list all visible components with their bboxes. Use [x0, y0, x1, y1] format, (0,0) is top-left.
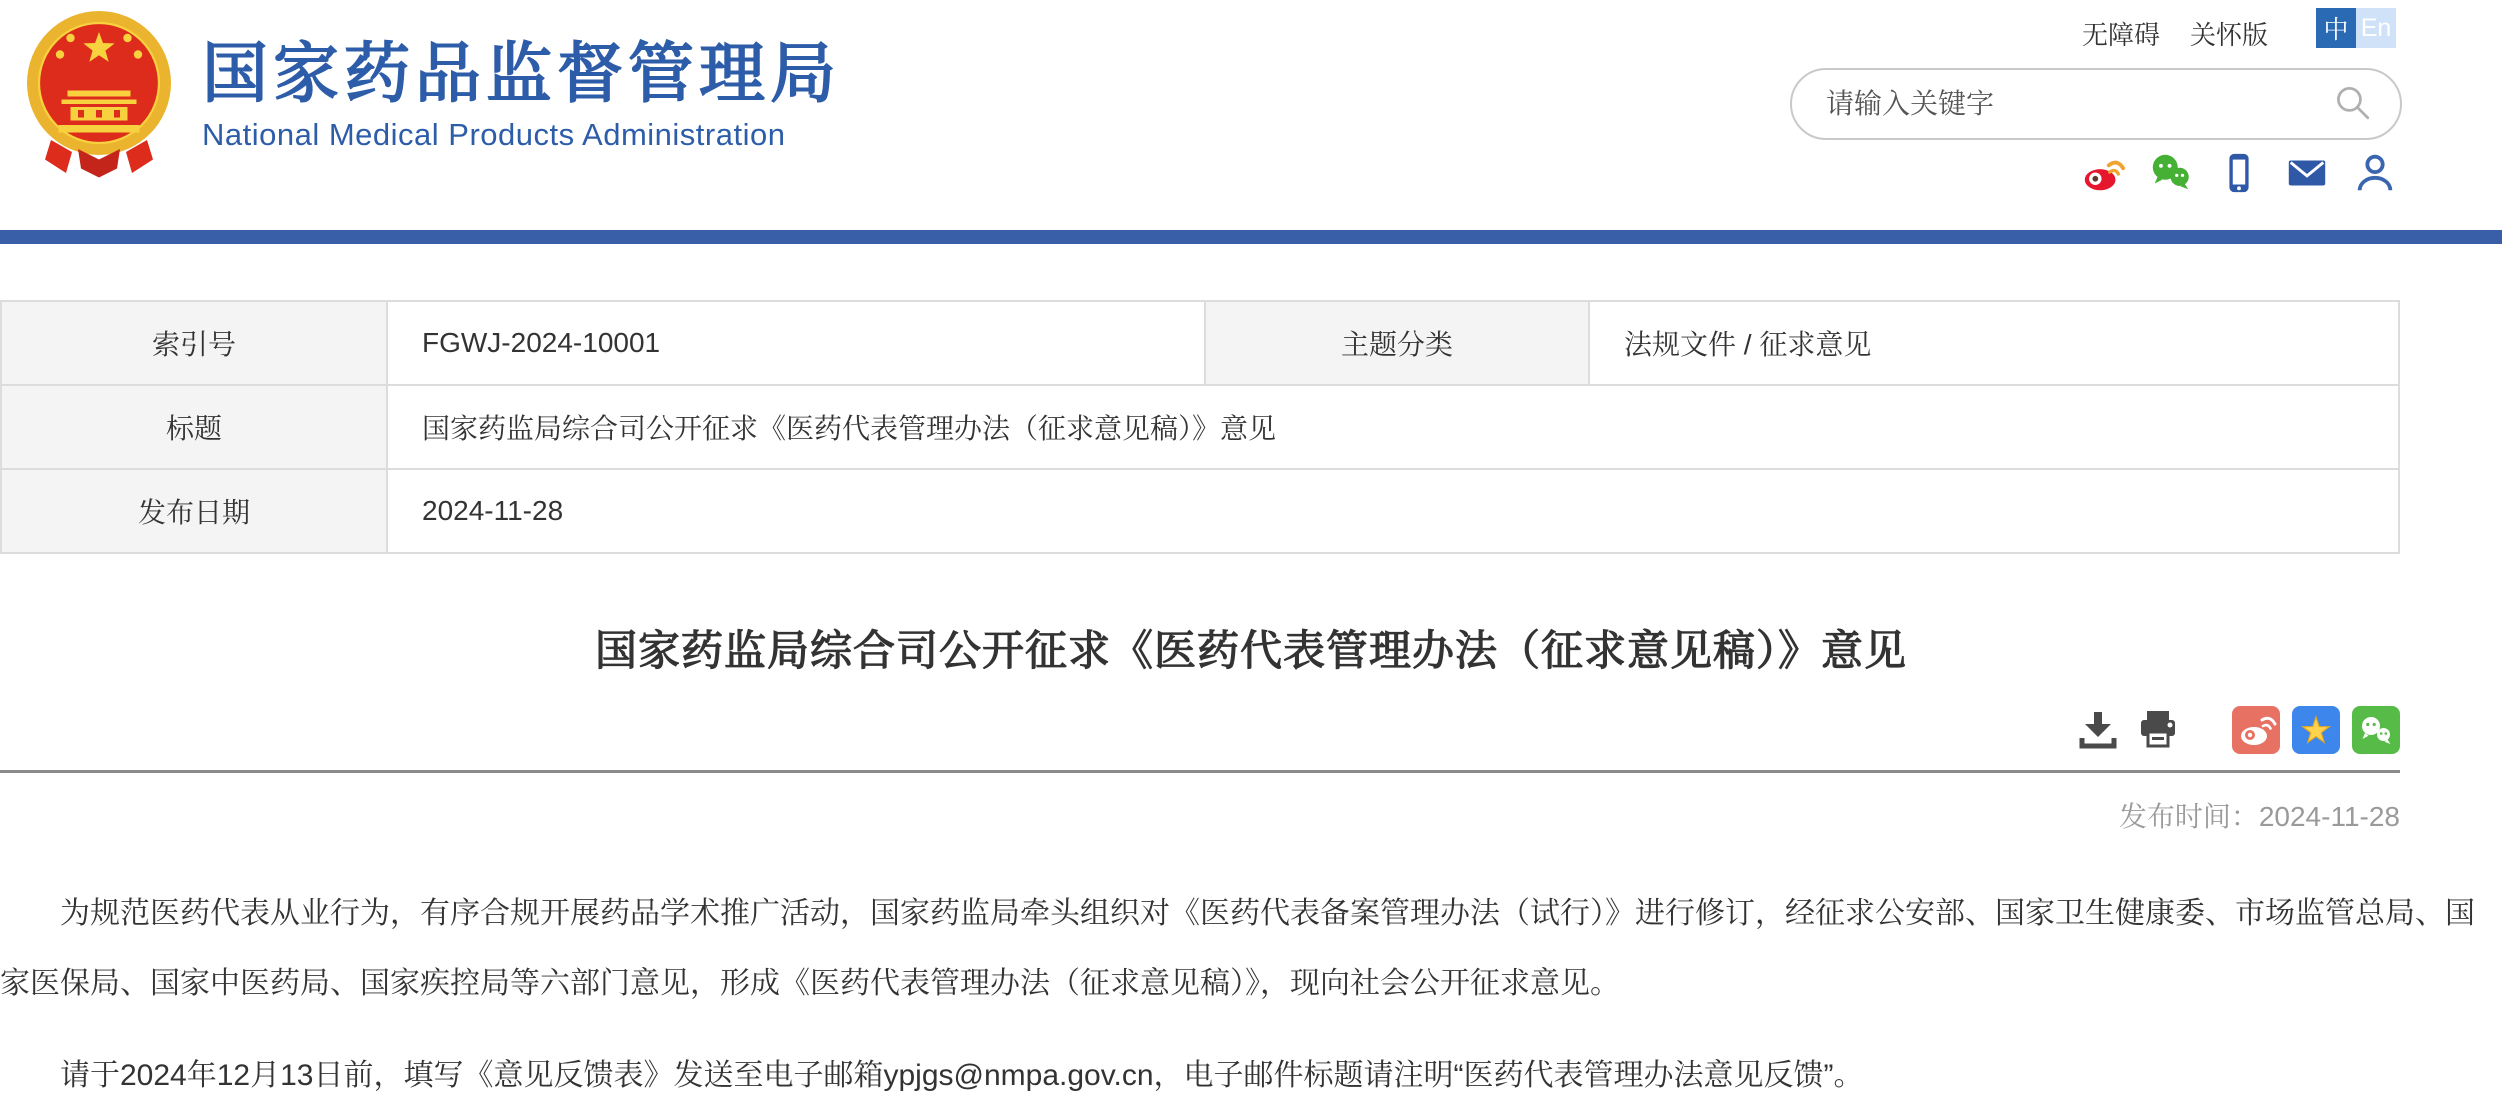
article-body	[0, 879, 2502, 1111]
weibo-share-icon	[2232, 706, 2280, 754]
weibo-share-button[interactable]	[2232, 706, 2280, 754]
meta-label-category: 主题分类	[1205, 301, 1589, 385]
accessibility-link[interactable]: 无障碍	[2081, 20, 2160, 50]
header-social-row	[2080, 150, 2398, 196]
language-toggle	[2316, 8, 2396, 48]
weibo-icon[interactable]	[2080, 150, 2126, 196]
meta-value-index: FGWJ-2024-10001	[387, 301, 1205, 385]
header-divider-band	[0, 230, 2502, 244]
wechat-icon[interactable]	[2148, 150, 2194, 196]
print-button[interactable]	[2134, 706, 2182, 754]
national-emblem-icon	[24, 8, 174, 182]
search-icon	[2332, 82, 2376, 126]
meta-value-publish-date: 2024-11-28	[387, 469, 2399, 553]
download-icon	[2074, 706, 2122, 754]
page-title: 国家药监局综合司公开征求《医药代表管理办法（征求意见稿）》意见	[594, 627, 1907, 674]
table-row	[1, 469, 2399, 553]
search-input[interactable]	[1824, 87, 2332, 121]
download-button[interactable]	[2074, 706, 2122, 754]
meta-value-title: 国家药监局综合司公开征求《医药代表管理办法（征求意见稿）》意见	[387, 385, 2399, 469]
publish-time-value: 2024-11-28	[2258, 801, 2400, 832]
meta-label-title: 标题	[1, 385, 387, 469]
search-box	[1790, 68, 2402, 140]
article-paragraph: 请于2024年12月13日前，填写《意见反馈表》发送至电子邮箱ypjgs@nmpa.gov.cn，电子邮件标题请注明“医药代表管理办法意见反馈”。	[60, 1059, 1864, 1092]
meta-label-publish-date: 发布日期	[1, 469, 387, 553]
document-meta-table	[0, 300, 2400, 554]
lang-en-button[interactable]: En	[2356, 8, 2396, 48]
care-version-link[interactable]: 关怀版	[2189, 20, 2268, 50]
table-row	[1, 301, 2399, 385]
wechat-share-button[interactable]	[2352, 706, 2400, 754]
publish-time-label: 发布时间：	[2118, 801, 2259, 832]
meta-value-category: 法规文件 / 征求意见	[1589, 301, 2399, 385]
site-title-cn: 国家药品监督管理局	[202, 35, 841, 110]
share-toolbar	[0, 706, 2400, 754]
wechat-share-icon	[2352, 706, 2400, 754]
site-logo[interactable]	[24, 8, 841, 182]
mail-icon[interactable]	[2284, 150, 2330, 196]
qzone-share-icon	[2292, 706, 2340, 754]
user-icon[interactable]	[2352, 150, 2398, 196]
mobile-icon[interactable]	[2216, 150, 2262, 196]
header-utility-links	[2082, 8, 2396, 52]
site-title-en: National Medical Products Administration	[202, 117, 786, 153]
search-button[interactable]	[2332, 82, 2376, 126]
title-divider	[0, 770, 2400, 773]
qzone-share-button[interactable]	[2292, 706, 2340, 754]
publish-time	[0, 795, 2400, 835]
meta-label-index: 索引号	[1, 301, 387, 385]
print-icon	[2134, 706, 2182, 754]
lang-cn-button[interactable]: 中	[2316, 8, 2356, 48]
table-row	[1, 385, 2399, 469]
article-paragraph: 为规范医药代表从业行为，有序合规开展药品学术推广活动，国家药监局牵头组织对《医药代表备案管理办法（试行）》进行修订，经征求公安部、国家卫生健康委、市场监管总局、国家医保局、国家中医药局、国家疾控局等六部门意见，形成《医药代表管理办法（征求意见稿）》，现向社会公开征求意见。	[0, 897, 2475, 1000]
site-header	[0, 0, 2502, 230]
